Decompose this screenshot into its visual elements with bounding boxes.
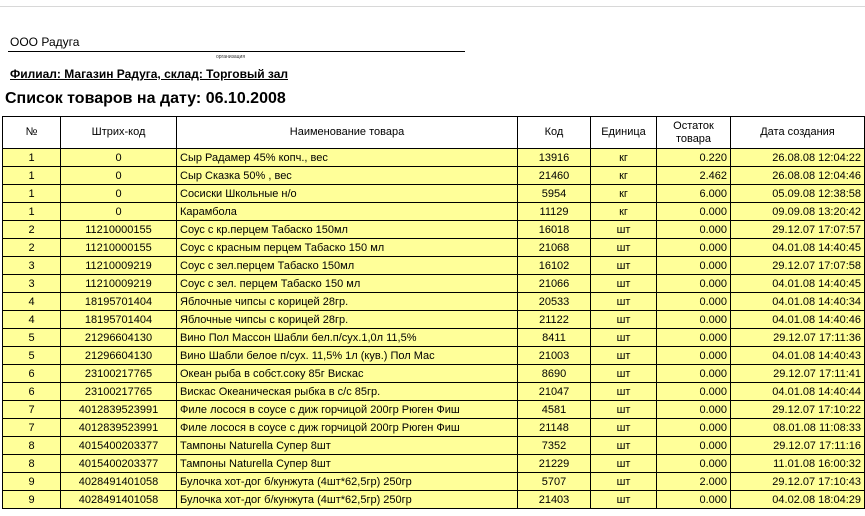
cell-barcode: 11210000155: [61, 239, 177, 257]
cell-code: 20533: [518, 293, 591, 311]
cell-code: 4581: [518, 401, 591, 419]
cell-product-name: Вино Шабли белое п/сух. 11,5% 1л (кув.) Пол Мас: [177, 347, 518, 365]
cell-product-name: Соус с зел.перцем Табаско 150мл: [177, 257, 518, 275]
cell-created-date: 05.09.08 12:38:58: [731, 185, 865, 203]
cell-number: 1: [3, 185, 61, 203]
cell-number: 9: [3, 473, 61, 491]
cell-created-date: 29.12.07 17:11:16: [731, 437, 865, 455]
cell-unit: шт: [591, 455, 657, 473]
cell-product-name: Океан рыба в собст.соку 85г Вискас: [177, 365, 518, 383]
cell-created-date: 29.12.07 17:07:58: [731, 257, 865, 275]
table-row: [3, 185, 865, 203]
table-row: [3, 221, 865, 239]
cell-barcode: 4012839523991: [61, 401, 177, 419]
cell-number: 1: [3, 203, 61, 221]
table-row: [3, 149, 865, 167]
cell-product-name: Соус с зел. перцем Табаско 150 мл: [177, 275, 518, 293]
cell-created-date: 04.01.08 14:40:46: [731, 311, 865, 329]
cell-number: 7: [3, 401, 61, 419]
cell-stock: 0.000: [657, 311, 731, 329]
cell-code: 21068: [518, 239, 591, 257]
table-row: [3, 167, 865, 185]
cell-created-date: 04.01.08 14:40:43: [731, 347, 865, 365]
cell-code: 13916: [518, 149, 591, 167]
cell-unit: шт: [591, 257, 657, 275]
cell-number: 3: [3, 257, 61, 275]
table-row: [3, 203, 865, 221]
cell-code: 21460: [518, 167, 591, 185]
table-row: [3, 419, 865, 437]
cell-number: 1: [3, 167, 61, 185]
cell-product-name: Сыр Сказка 50% , вес: [177, 167, 518, 185]
cell-created-date: 29.12.07 17:07:57: [731, 221, 865, 239]
cell-code: 21229: [518, 455, 591, 473]
cell-barcode: 0: [61, 185, 177, 203]
cell-number: 8: [3, 455, 61, 473]
table-row: [3, 275, 865, 293]
cell-barcode: 23100217765: [61, 365, 177, 383]
cell-code: 21403: [518, 491, 591, 509]
cell-number: 2: [3, 239, 61, 257]
cell-unit: шт: [591, 275, 657, 293]
cell-created-date: 11.01.08 16:00:32: [731, 455, 865, 473]
cell-created-date: 04.02.08 18:04:29: [731, 491, 865, 509]
cell-product-name: Яблочные чипсы с корицей 28гр.: [177, 293, 518, 311]
cell-unit: шт: [591, 401, 657, 419]
cell-barcode: 18195701404: [61, 293, 177, 311]
cell-code: 21047: [518, 383, 591, 401]
cell-stock: 0.000: [657, 365, 731, 383]
cell-stock: 0.000: [657, 293, 731, 311]
table-row: [3, 401, 865, 419]
organization-underline: [8, 51, 465, 52]
column-header-number: №: [3, 117, 61, 149]
cell-stock: 0.000: [657, 491, 731, 509]
cell-product-name: Булочка хот-дог б/кунжута (4шт*62,5гр) 250гр: [177, 491, 518, 509]
cell-stock: 0.000: [657, 383, 731, 401]
cell-code: 5954: [518, 185, 591, 203]
cell-stock: 0.000: [657, 221, 731, 239]
cell-code: 8411: [518, 329, 591, 347]
cell-unit: шт: [591, 437, 657, 455]
cell-number: 6: [3, 365, 61, 383]
page-top-border: [0, 6, 865, 7]
cell-created-date: 29.12.07 17:11:41: [731, 365, 865, 383]
cell-barcode: 11210009219: [61, 275, 177, 293]
cell-unit: шт: [591, 419, 657, 437]
cell-unit: шт: [591, 311, 657, 329]
cell-created-date: 26.08.08 12:04:46: [731, 167, 865, 185]
column-header-barcode: Штрих-код: [61, 117, 177, 149]
cell-created-date: 04.01.08 14:40:44: [731, 383, 865, 401]
cell-unit: шт: [591, 491, 657, 509]
cell-number: 3: [3, 275, 61, 293]
cell-code: 11129: [518, 203, 591, 221]
column-header-product-name: Наименование товара: [177, 117, 518, 149]
cell-stock: 0.000: [657, 275, 731, 293]
cell-barcode: 11210009219: [61, 257, 177, 275]
cell-stock: 6.000: [657, 185, 731, 203]
cell-stock: 0.000: [657, 239, 731, 257]
cell-barcode: 4028491401058: [61, 473, 177, 491]
cell-stock: 0.000: [657, 437, 731, 455]
goods-table-body: [3, 149, 865, 509]
cell-created-date: 29.12.07 17:11:36: [731, 329, 865, 347]
cell-unit: кг: [591, 185, 657, 203]
column-header-created-date: Дата создания: [731, 117, 865, 149]
table-row: [3, 491, 865, 509]
cell-unit: шт: [591, 347, 657, 365]
cell-unit: шт: [591, 329, 657, 347]
cell-number: 5: [3, 347, 61, 365]
cell-number: 7: [3, 419, 61, 437]
cell-barcode: 11210000155: [61, 221, 177, 239]
cell-code: 21003: [518, 347, 591, 365]
column-header-code: Код: [518, 117, 591, 149]
cell-created-date: 26.08.08 12:04:22: [731, 149, 865, 167]
table-row: [3, 257, 865, 275]
cell-unit: шт: [591, 383, 657, 401]
cell-stock: 0.000: [657, 419, 731, 437]
cell-stock: 0.000: [657, 401, 731, 419]
cell-barcode: 21296604130: [61, 329, 177, 347]
cell-number: 6: [3, 383, 61, 401]
cell-unit: кг: [591, 167, 657, 185]
cell-stock: 2.462: [657, 167, 731, 185]
cell-barcode: 4015400203377: [61, 437, 177, 455]
cell-code: 5707: [518, 473, 591, 491]
cell-number: 4: [3, 293, 61, 311]
cell-created-date: 29.12.07 17:10:22: [731, 401, 865, 419]
organization-caption: организация: [216, 54, 246, 60]
cell-product-name: Вино Пол Массон Шабли бел.п/сух.1,0л 11,5%: [177, 329, 518, 347]
column-header-unit: Единица: [591, 117, 657, 149]
cell-code: 7352: [518, 437, 591, 455]
cell-code: 8690: [518, 365, 591, 383]
cell-barcode: 0: [61, 203, 177, 221]
cell-barcode: 18195701404: [61, 311, 177, 329]
cell-product-name: Филе лосося в соусе с диж горчицой 200гр Рюген Фиш: [177, 401, 518, 419]
cell-number: 2: [3, 221, 61, 239]
cell-code: 21148: [518, 419, 591, 437]
goods-table: [2, 116, 865, 509]
table-row: [3, 365, 865, 383]
cell-created-date: 04.01.08 14:40:34: [731, 293, 865, 311]
cell-unit: шт: [591, 293, 657, 311]
cell-unit: шт: [591, 473, 657, 491]
table-header-row: [3, 117, 865, 149]
cell-created-date: 08.01.08 11:08:33: [731, 419, 865, 437]
table-row: [3, 293, 865, 311]
cell-stock: 0.220: [657, 149, 731, 167]
cell-product-name: Тампоны Naturella Супер 8шт: [177, 455, 518, 473]
cell-stock: 2.000: [657, 473, 731, 491]
cell-barcode: 4028491401058: [61, 491, 177, 509]
cell-product-name: Вискас Океаническая рыбка в с/с 85гр.: [177, 383, 518, 401]
table-row: [3, 329, 865, 347]
table-row: [3, 455, 865, 473]
cell-created-date: 04.01.08 14:40:45: [731, 275, 865, 293]
cell-number: 4: [3, 311, 61, 329]
table-row: [3, 347, 865, 365]
cell-product-name: Карамбола: [177, 203, 518, 221]
cell-created-date: 29.12.07 17:10:43: [731, 473, 865, 491]
cell-stock: 0.000: [657, 455, 731, 473]
cell-barcode: 0: [61, 167, 177, 185]
cell-product-name: Соус с красным перцем Табаско 150 мл: [177, 239, 518, 257]
cell-stock: 0.000: [657, 203, 731, 221]
cell-product-name: Соус с кр.перцем Табаско 150мл: [177, 221, 518, 239]
cell-product-name: Сыр Радамер 45% копч., вес: [177, 149, 518, 167]
cell-unit: кг: [591, 149, 657, 167]
table-row: [3, 239, 865, 257]
report-title: Список товаров на дату: 06.10.2008: [5, 90, 286, 107]
cell-barcode: 4012839523991: [61, 419, 177, 437]
cell-product-name: Тампоны Naturella Супер 8шт: [177, 437, 518, 455]
cell-created-date: 04.01.08 14:40:45: [731, 239, 865, 257]
table-row: [3, 473, 865, 491]
cell-number: 9: [3, 491, 61, 509]
branch-warehouse-label: Филиал: Магазин Радуга, склад: Торговый зал: [10, 67, 289, 81]
cell-barcode: 0: [61, 149, 177, 167]
cell-barcode: 23100217765: [61, 383, 177, 401]
cell-product-name: Яблочные чипсы с корицей 28гр.: [177, 311, 518, 329]
cell-stock: 0.000: [657, 257, 731, 275]
cell-barcode: 21296604130: [61, 347, 177, 365]
cell-barcode: 4015400203377: [61, 455, 177, 473]
cell-unit: шт: [591, 239, 657, 257]
column-header-stock: Остаток товара: [657, 117, 731, 149]
cell-product-name: Сосиски Школьные н/о: [177, 185, 518, 203]
cell-unit: шт: [591, 221, 657, 239]
organization-name: ООО Радуга: [10, 35, 80, 49]
table-row: [3, 311, 865, 329]
cell-code: 21122: [518, 311, 591, 329]
cell-code: 16018: [518, 221, 591, 239]
cell-created-date: 09.09.08 13:20:42: [731, 203, 865, 221]
table-row: [3, 383, 865, 401]
cell-code: 21066: [518, 275, 591, 293]
cell-unit: кг: [591, 203, 657, 221]
cell-stock: 0.000: [657, 329, 731, 347]
cell-unit: шт: [591, 365, 657, 383]
cell-product-name: Булочка хот-дог б/кунжута (4шт*62,5гр) 250гр: [177, 473, 518, 491]
cell-stock: 0.000: [657, 347, 731, 365]
cell-number: 1: [3, 149, 61, 167]
cell-number: 5: [3, 329, 61, 347]
cell-number: 8: [3, 437, 61, 455]
cell-product-name: Филе лосося в соусе с диж горчицой 200гр Рюген Фиш: [177, 419, 518, 437]
cell-code: 16102: [518, 257, 591, 275]
table-row: [3, 437, 865, 455]
